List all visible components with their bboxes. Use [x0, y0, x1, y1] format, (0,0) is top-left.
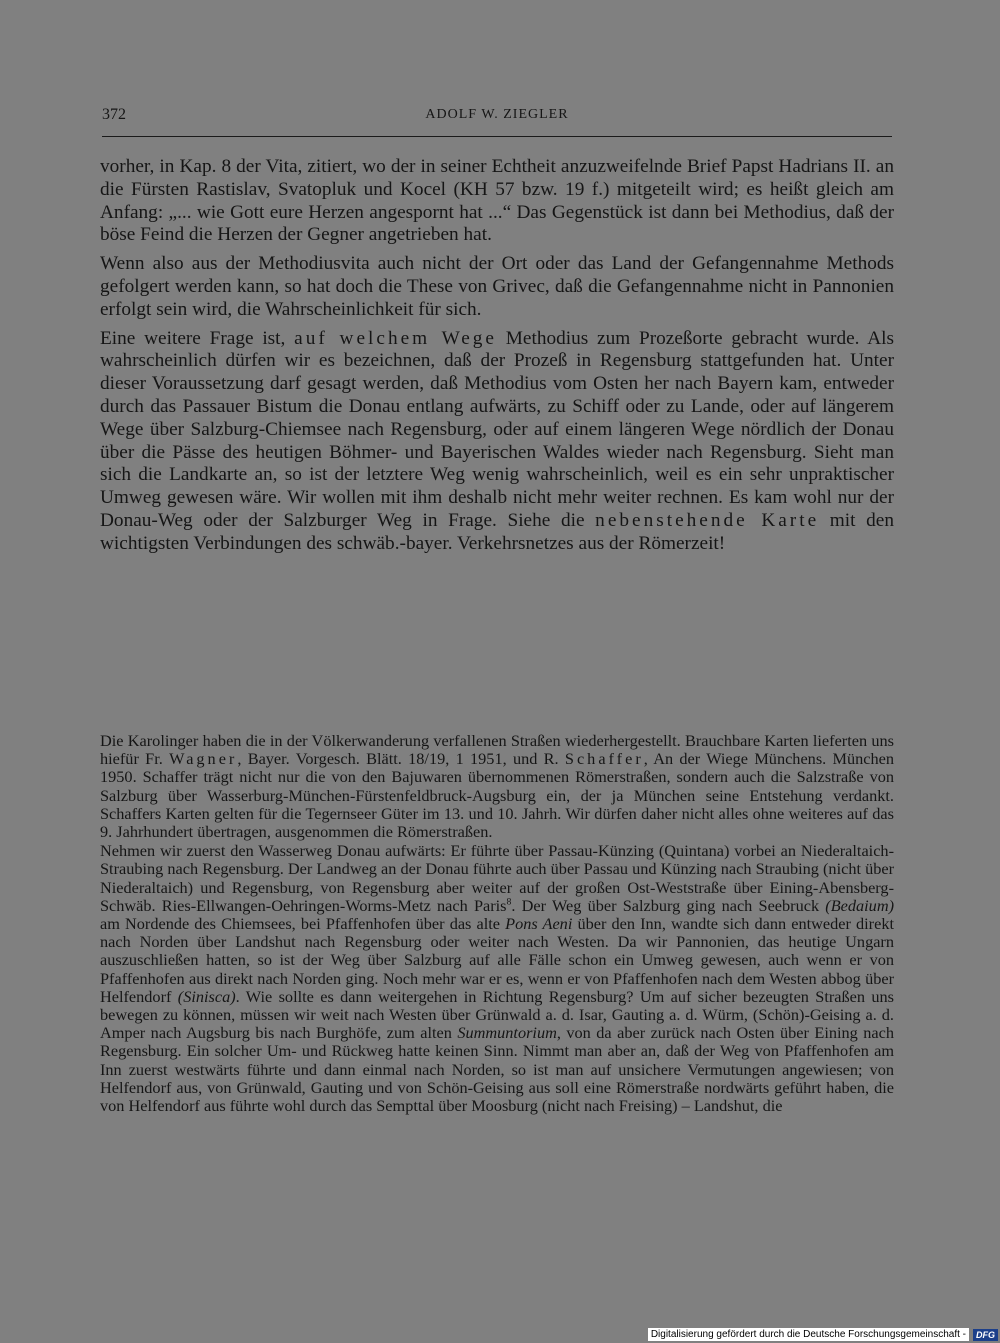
footnote-block [100, 732, 894, 1116]
paragraph-3 [100, 328, 894, 556]
italic-bedaium: (Bedaium) [825, 895, 894, 915]
paragraph-2: Wenn also aus der Methodiusvita auch nicht der Ort oder das Land der Gefangennahme Methods gefolgert werden kann, so hat doch die These von Grivec, daß die Gefangennahme nicht in Pannonien erfolgt sein wird, die Wahrscheinlichkeit für sich. [100, 253, 894, 320]
footnote-2-part-b: . Der Weg über Salzburg ging nach Seebruck [511, 895, 826, 915]
footnote-ref: 8 [506, 896, 512, 908]
paragraph-3-part-c: Methodius zum Prozeßorte gebracht wurde. Als wahrscheinlich dürfen wir es bezeichnen, daß der Prozeß in Regensburg stattgefunden hat. Unter dieser Voraussetzung darf gesagt werden, daß Methodius vom Osten her nach Bayern kam, entweder durch das Passauer Bistum die Donau entlang aufwärts, zu Schiff oder zu Lande, oder auf längerem Wege über Salzburg-Chiemsee nach Regensburg, oder auf einem längeren Wege nördlich der Donau über die Pässe des heutigen Böhmer- und Bayerischen Waldes wieder nach Regensburg. Sieht man sich die Landkarte an, so ist der letztere Weg wenig wahrscheinlich, weil es ein sehr unpraktischer Umweg gewesen wäre. Wir wollen mit ihm deshalb nicht mehr weiter rechnen. Es kam wohl nur der Donau-Weg oder der Salzburger Weg in Frage. Siehe die [100, 327, 894, 531]
author-schaffer: Schaffer [564, 749, 644, 769]
footnote-paragraph-1 [100, 732, 894, 841]
author-wagner: Wagner [169, 749, 238, 769]
italic-summuntorium: Summuntorium [457, 1023, 557, 1043]
page-header [102, 106, 892, 137]
footnote-2-part-c: am Nordende des Chiemsees, bei Pfaffenhofen über das alte [100, 914, 506, 934]
italic-pons-aeni: Pons Aeni [505, 914, 573, 934]
paragraph-3-part-a: Eine weitere Frage ist, [100, 327, 295, 349]
footnote-1-part-a: Die Karolinger haben die in der Völkerwanderung verfallenen Straßen wiederhergestellt. Brauchbare Karten lieferten uns hiefür Fr. [100, 731, 894, 769]
main-text [100, 156, 894, 562]
page-number: 372 [102, 106, 126, 123]
dfg-logo-icon: DFG [973, 1329, 998, 1341]
footnote-2-part-d: über den Inn, wandte sich dann entweder direkt nach Norden über Landshut nach Regensburg oder weiter nach Westen. Da wir Pannonien, das heutige Ungarn auszuschließen hatten, so ist der Weg über Salzburg auf alle Fälle schon ein Umweg gewesen, auch wenn er von Pfaffenhofen aus direkt nach Norden ging. Noch mehr war er es, wenn er von Pfaffenhofen nach dem Westen abbog über Helfendorf [100, 914, 894, 1006]
footnote-paragraph-2 [100, 842, 894, 1115]
spaced-emphasis-map: nebenstehende Karte [595, 509, 820, 531]
paragraph-1: vorher, in Kap. 8 der Vita, zitiert, wo der in seiner Echtheit anzuzweifelnde Brief Papst Hadrians II. an die Fürsten Rastislav, Svatopluk und Kocel (KH 57 bzw. 19 f.) mitgeteilt wird; es heißt gleich am Anfang: „... wie Gott eure Herzen angespornt hat ...“ Das Gegenstück ist dann bei Methodius, daß der böse Feind die Herzen der Gegner angetrieben hat. [100, 156, 894, 246]
digitization-credit [648, 1328, 998, 1341]
footnote-1-part-e: , An der Wiege Münchens. München 1950. Schaffer trägt nicht nur die von den Bajuwaren übernommenen Römerstraßen, sondern auch die Salzstraße von Salzburg über Wasserburg-München-Fürstenfeldbruck-Augsburg ein, der ja München seine Entstehung verdankt. Schaffers Karten gelten für die Tegernseer Güter im 13. und 10. Jahrh. Wir dürfen daher nicht alles ohne weiteres auf das 9. Jahrhundert übertragen, ausgenommen die Römerstraßen. [100, 749, 895, 842]
footnote-2-part-f: , von da aber zurück nach Osten über Eining nach Regensburg. Ein solcher Um- und Rückweg hatte keinen Sinn. Nimmt man aber an, daß der Weg von Pfaffenhofen am Inn zuerst westwärts führte und dann einmal nach Norden, so ist man auf unsichere Vermutungen angewiesen; von Helfendorf aus, von Grünwald, Gauting und von Schön-Geising aus soll eine Römerstraße nordwärts geführt haben, die von Helfendorf aus führte wohl durch das Sempttal über Moosburg (nicht nach Freising) – Landshut, die [100, 1023, 894, 1116]
running-head: ADOLF W. ZIEGLER [425, 107, 569, 122]
footnote-2-part-e: . Wie sollte es dann weitergehen in Richtung Regensburg? Um auf sicher bezeugten Straßen uns bewegen zu können, müssen wir weit nach Westen über Grünwald a. d. Isar, Gauting a. d. Würm, (Schön)-Geising a. d. Amper nach Augsburg bis nach Burghöfe, zum alten [100, 986, 894, 1043]
italic-sinisca: (Sinisca) [177, 986, 236, 1006]
footnote-2-part-a: Nehmen wir zuerst den Wasserweg Donau aufwärts: Er führte über Passau-Künzing (Quintana) vorbei an Niederaltaich-Straubing nach Regensburg. Der Landweg an der Donau führte auch über Passau und Künzing nach Straubing (nicht über Niederaltaich) und Regensburg, von Regensburg aber weiter auf der großen Ost-Weststraße über Eining-Abensberg-Schwäb. Ries-Ellwangen-Oehringen-Worms-Metz nach Paris [100, 841, 894, 915]
spaced-emphasis-way: auf welchem Wege [294, 327, 497, 349]
credit-text: Digitalisierung gefördert durch die Deutsche Forschungsgemeinschaft - [648, 1328, 969, 1341]
paragraph-3-part-e: mit den wichtigsten Verbindungen des schwäb.-bayer. Verkehrsnetzes aus der Römerzeit! [100, 509, 894, 554]
footnote-1-part-c: , Bayer. Vorgesch. Blätt. 18/19, 1 1951, und R. [237, 749, 565, 769]
